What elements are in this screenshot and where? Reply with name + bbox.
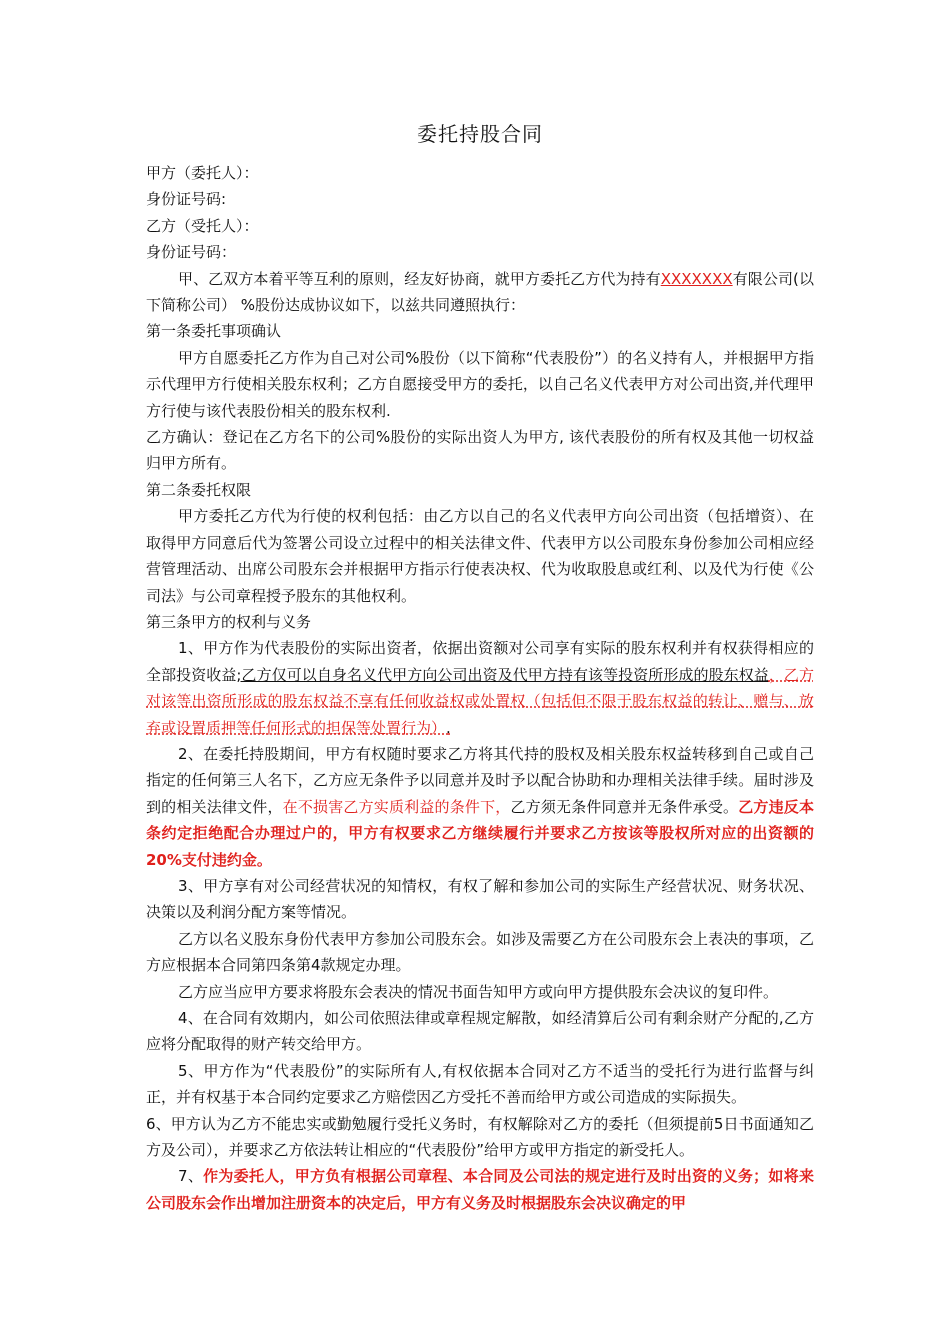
party-b-line: 乙方（受托人）： — [146, 216, 259, 235]
document-title: 委托持股合同 — [417, 122, 543, 146]
item-7-number: 7、 — [178, 1167, 204, 1186]
article-3-heading: 第三条甲方的权利与义务 — [146, 612, 312, 631]
article-2-heading: 第二条委托权限 — [146, 480, 252, 499]
party-a-id-line: 身份证号码: — [146, 190, 227, 209]
article-3-item-3: 3、甲方享有对公司经营状况的知情权，有权了解和参加公司的实际生产经营状况、财务状况、决策以及利润分配方案等情况。 — [146, 876, 814, 922]
article-3-item-1 — [146, 635, 814, 741]
article-3-item-6: 6、甲方认为乙方不能忠实或勤勉履行受托义务时，有权解除对乙方的委托（但须提前5日书面通知乙方及公司），并要求乙方依法转让相应的“代表股份”给甲方或甲方指定的新受托人。 — [146, 1114, 814, 1160]
article-3-paragraph-a: 乙方以名义股东身份代表甲方参加公司股东会。如涉及需要乙方在公司股东会上表决的事项，乙方应根据本合同第四条第4款规定办理。 — [146, 929, 814, 975]
item-1-red-text: ，乙方对该等出资所形成的股东权益不享有任何收益权或处置权（包括但不限于股东权益的转让、赠与、放弃或设置质押等任何形式的担保等处置行为） — [146, 665, 814, 737]
item-1-underlined-text: ;乙方仅可以自身名义代甲方向公司出资及代甲方持有该等投资所形成的股东权益 — [236, 665, 769, 684]
item-1-text: 1、甲方作为代表股份的实际出资者，依据出资额对公司享有实际的股东权利并有权获得相应的全部投资收益 — [146, 639, 814, 684]
item-2-red-bold-text: 乙方违反本条约定拒绝配合办理过户的，甲方有权要求乙方继续履行并要求乙方按该等股权所对应的出资额的20%支付违约金。 — [146, 797, 814, 869]
item-2-text: 2、在委托持股期间，甲方有权随时要求乙方将其代持的股权及相关股东权益转移到自己或自己指定的任何第三人名下，乙方应无条件予以同意并及时予以配合协助和办理相关法律手续。届时涉及到的相关法律文件， — [146, 744, 814, 816]
article-3-item-2 — [146, 741, 814, 873]
party-a-line: 甲方（委托人）： — [146, 164, 259, 182]
article-1-paragraph-1: 甲方自愿委托乙方作为自己对公司%股份（以下简称“代表股份”）的名义持有人，并根据甲方指示代理甲方行使相关股东权利；乙方自愿接受甲方的委托，以自己名义代表甲方对公司出资,并代理甲方行使与该代表股份相关的股东权利. — [146, 348, 814, 420]
item-1-end: . — [446, 718, 451, 737]
intro-paragraph — [146, 266, 814, 319]
party-b-id-line: 身份证号码： — [146, 243, 237, 262]
article-1-paragraph-2: 乙方确认：登记在乙方名下的公司%股份的实际出资人为甲方, 该代表股份的所有权及其他一切权益归甲方所有。 — [146, 428, 814, 473]
item-2-text-2: 乙方须无条件同意并无条件承受。 — [510, 797, 739, 816]
article-3-item-7 — [146, 1163, 814, 1216]
company-placeholder: XXXXXXX — [660, 269, 733, 288]
article-3-item-5: 5、甲方作为“代表股份”的实际所有人,有权依据本合同对乙方不适当的受托行为进行监督与纠正，并有权基于本合同约定要求乙方赔偿因乙方受托不善而给甲方或公司造成的实际损失。 — [146, 1061, 814, 1107]
article-1-heading: 第一条委托事项确认 — [146, 322, 282, 341]
contract-page — [146, 118, 814, 1216]
item-2-red-condition: 在不损害乙方实质利益的条件下， — [282, 797, 511, 816]
intro-text-2: 有限公司(以下简称公司） %股份达成协议如下，以兹共同遵照执行： — [146, 269, 814, 315]
intro-text-1: 甲、乙双方本着平等互利的原则，经友好协商，就甲方委托乙方代为持有 — [178, 269, 661, 288]
item-7-red-bold-text: 作为委托人，甲方负有根据公司章程、本合同及公司法的规定进行及时出资的义务；如将来公司股东会作出增加注册资本的决定后，甲方有义务及时根据股东会决议确定的甲 — [146, 1167, 814, 1212]
article-2-paragraph-1: 甲方委托乙方代为行使的权利包括：由乙方以自己的名义代表甲方向公司出资（包括增资）、在取得甲方同意后代为签署公司设立过程中的相关法律文件、代表甲方以公司股东身份参加公司相应经营管理活动、出席公司股东会并根据甲方指示行使表决权、代为收取股息或红利、以及代为行使《公司法》与公司章程授予股东的其他权利。 — [146, 507, 814, 605]
article-3-item-4: 4、在合同有效期内，如公司依照法律或章程规定解散，如经清算后公司有剩余财产分配的,乙方应将分配取得的财产转交给甲方。 — [146, 1009, 814, 1054]
article-3-paragraph-b: 乙方应当应甲方要求将股东会表决的情况书面告知甲方或向甲方提供股东会决议的复印件。 — [178, 982, 779, 1001]
